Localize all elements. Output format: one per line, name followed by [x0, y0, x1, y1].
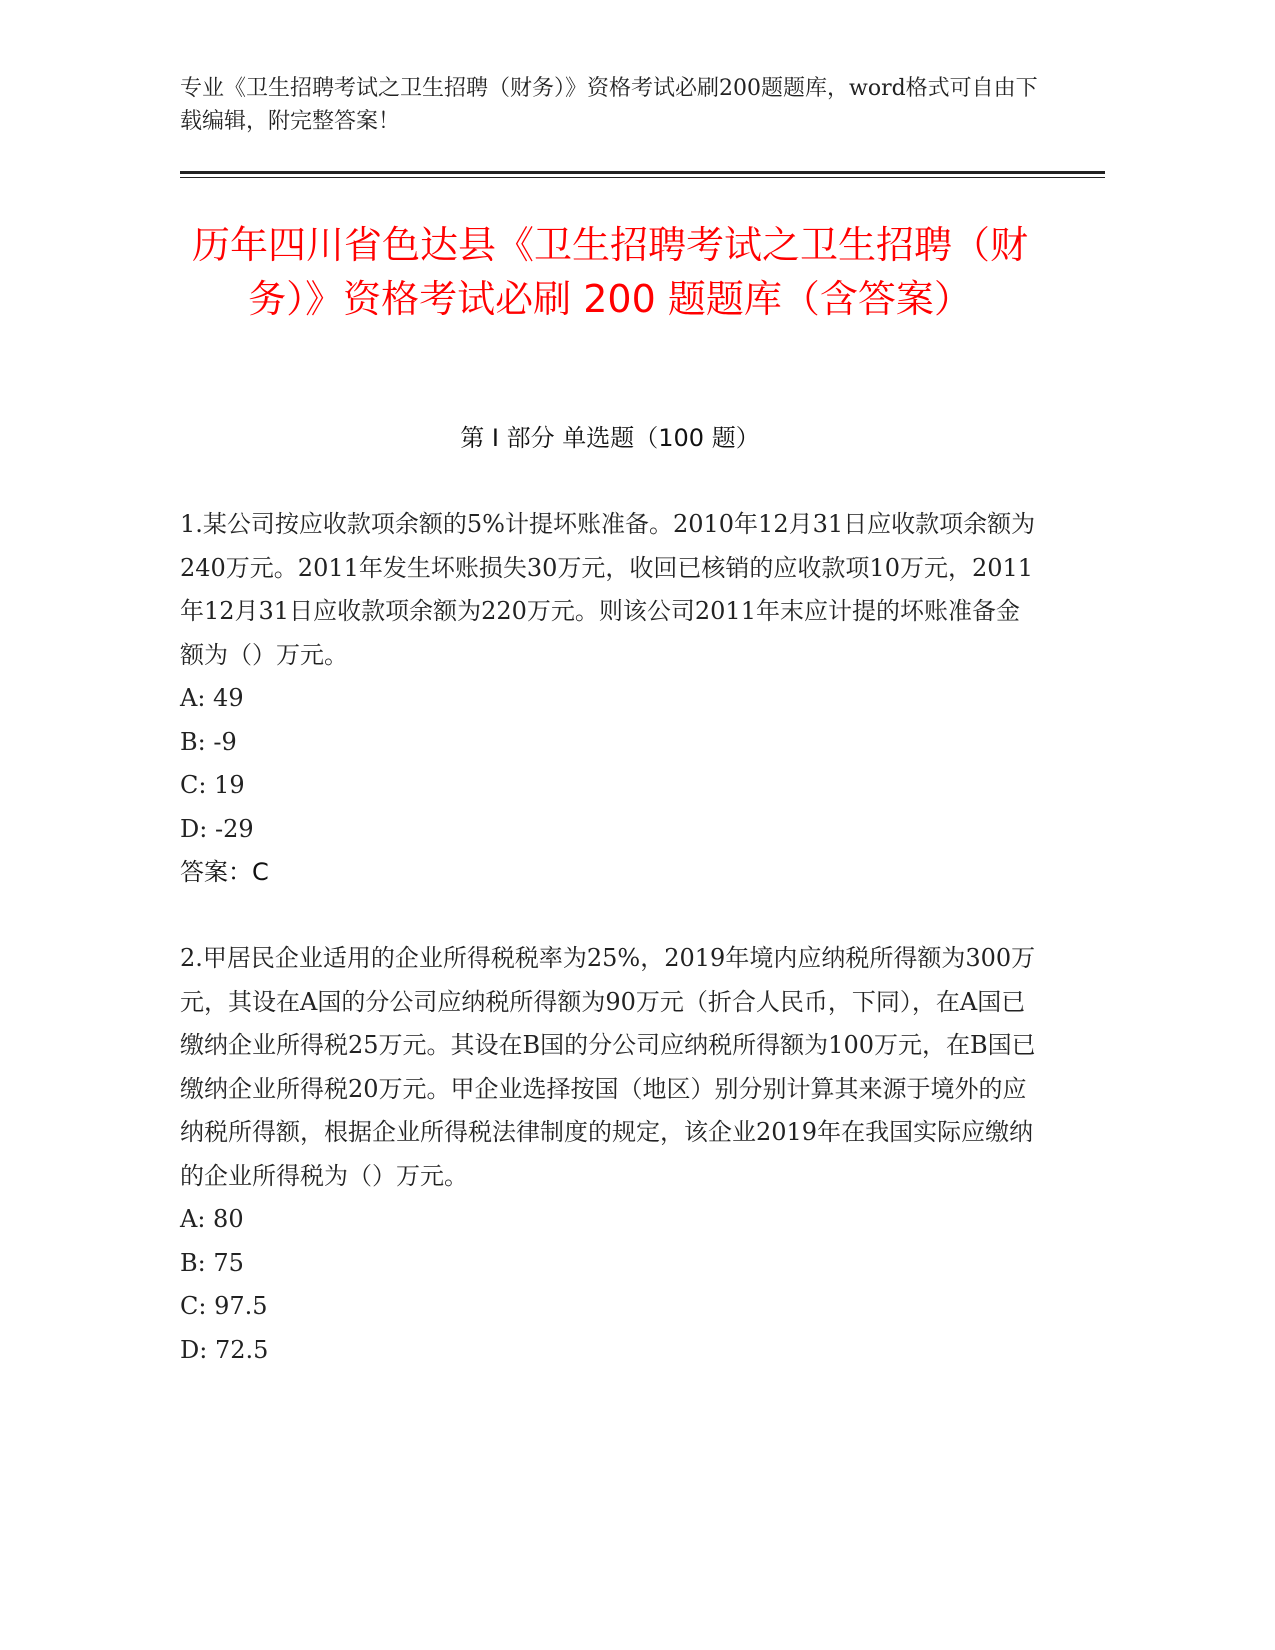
option-list: [180, 1198, 1040, 1372]
option-a: A: 80: [180, 1205, 244, 1233]
question-stem: 1.某公司按应收款项余额的5%计提坏账准备。2010年12月31日应收款项余额为240万元。2011年发生坏账损失30万元，收回已核销的应收款项10万元，2011年12月31日应收款项余额为220万元。则该公司2011年末应计提的坏账准备金额为（）万元。: [180, 510, 1036, 669]
header-divider-thick: [180, 171, 1105, 174]
question-1: [180, 503, 1040, 895]
question-stem: 2.甲居民企业适用的企业所得税税率为25%，2019年境内应纳税所得额为300万元，其设在A国的分公司应纳税所得额为90万元（折合人民币，下同），在A国已缴纳企业所得税25万元。其设在B国的分公司应纳税所得额为100万元，在B国已缴纳企业所得税20万元。甲企业选择按国（地区）别分别计算其来源于境外的应纳税所得额，根据企业所得税法律制度的规定，该企业2019年在我国实际应缴纳的企业所得税为（）万元。: [180, 944, 1036, 1190]
question-2: [180, 937, 1040, 1372]
option-d: D: 72.5: [180, 1335, 269, 1364]
document-title: 历年四川省色达县《卫生招聘考试之卫生招聘（财务）》资格考试必刷 200 题题库（含答案）: [191, 223, 1028, 321]
option-a: A: 49: [180, 684, 244, 712]
option-d: D: -29: [180, 814, 254, 843]
option-b: B: -9: [180, 727, 237, 756]
option-list: [180, 677, 1040, 851]
option-b: B: 75: [180, 1248, 244, 1277]
section-heading: 第 I 部分 单选题（100 题）: [460, 424, 760, 452]
option-c: C: 97.5: [180, 1292, 268, 1320]
header-divider-thin: [180, 177, 1105, 178]
header-note: 专业《卫生招聘考试之卫生招聘（财务）》资格考试必刷200题题库，word格式可自由下载编辑，附完整答案！: [180, 76, 1038, 134]
answer-label: 答案：C: [180, 858, 269, 886]
option-c: C: 19: [180, 771, 245, 799]
